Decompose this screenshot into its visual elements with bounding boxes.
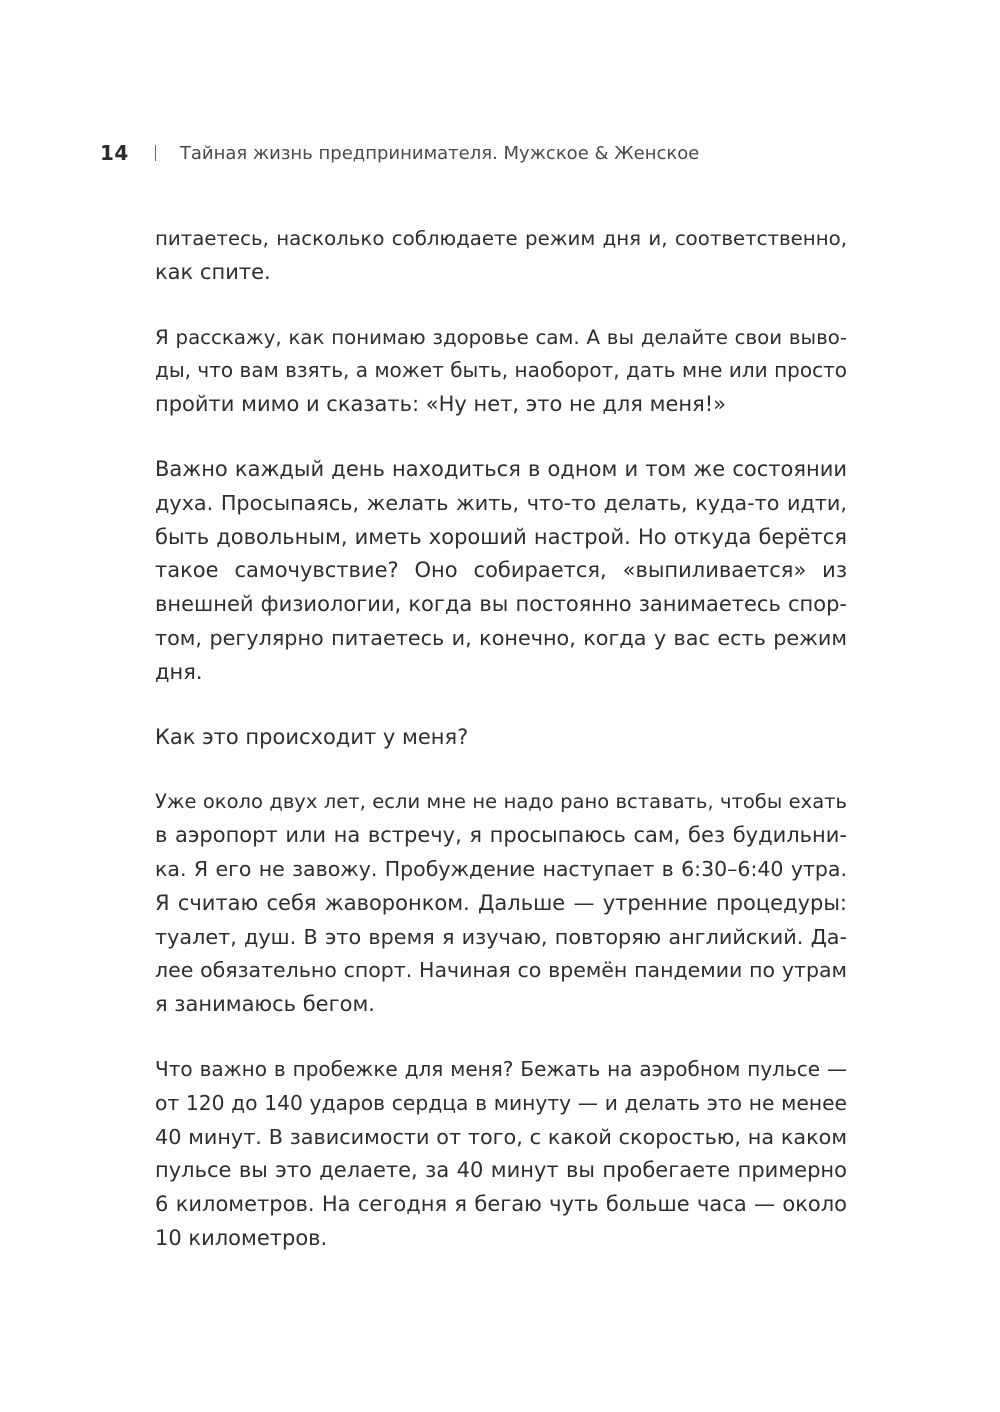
text-line: Что важно в пробежке для меня? Бежать на аэробном пульсе — bbox=[155, 1056, 847, 1081]
text-line: ка. Я его не завожу. Пробуждение наступает в 6:30–6:40 утра. bbox=[155, 856, 847, 881]
book-title: Тайная жизнь предпринимателя. Мужское & Женское bbox=[179, 142, 700, 164]
paragraph bbox=[155, 453, 847, 690]
text-line: том, регулярно питаетесь и, конечно, когда у вас есть режим bbox=[155, 625, 847, 650]
text-line: духа. Просыпаясь, желать жить, что-то делать, куда-то идти, bbox=[155, 490, 847, 515]
text-line: внешней физиологии, когда вы постоянно занимаетесь спор- bbox=[155, 592, 847, 617]
text-line: Я считаю себя жаворонком. Дальше — утренние процедуры: bbox=[155, 890, 847, 915]
text-line: Уже около двух лет, если мне не надо рано вставать, чтобы ехать bbox=[155, 790, 847, 814]
paragraph bbox=[155, 222, 847, 290]
text-line: как спите. bbox=[155, 259, 271, 284]
text-line: дня. bbox=[155, 659, 203, 684]
text-line: Важно каждый день находиться в одном и том же состоянии bbox=[155, 456, 847, 481]
text-line: Как это происходит у меня? bbox=[155, 724, 469, 749]
text-line: питаетесь, насколько соблюдаете режим дня и, соответственно, bbox=[155, 227, 847, 250]
text-line: Я расскажу, как понимаю здоровье сам. А вы делайте свои выво- bbox=[155, 325, 847, 349]
paragraph bbox=[155, 785, 847, 1022]
text-line: я занимаюсь бегом. bbox=[155, 992, 375, 1017]
text-line: пройти мимо и сказать: «Ну нет, это не для меня!» bbox=[155, 392, 727, 417]
text-line: быть довольным, иметь хороший настрой. Но откуда берётся bbox=[155, 524, 847, 549]
text-line: в аэропорт или на встречу, я просыпаюсь сам, без будильни- bbox=[155, 823, 847, 848]
text-line: 6 километров. На сегодня я бегаю чуть больше часа — около bbox=[155, 1192, 847, 1217]
text-line: ды, что вам взять, а может быть, наоборот, дать мне или просто bbox=[155, 358, 847, 383]
text-line: такое самочувствие? Оно собирается, «выпиливается» из bbox=[155, 558, 847, 583]
text-line: 40 минут. В зависимости от того, с какой скоростью, на каком bbox=[155, 1124, 847, 1149]
body-text bbox=[155, 222, 847, 1287]
page-number: 14 bbox=[100, 141, 129, 165]
paragraph bbox=[155, 321, 847, 422]
text-line: от 120 до 140 ударов сердца в минуту — и делать это не менее bbox=[155, 1090, 847, 1115]
paragraph bbox=[155, 721, 847, 755]
text-line: лее обязательно спорт. Начиная со времён пандемии по утрам bbox=[155, 958, 847, 983]
header-separator bbox=[155, 145, 156, 161]
text-line: 10 километров. bbox=[155, 1225, 328, 1250]
paragraph bbox=[155, 1053, 847, 1256]
text-line: туалет, душ. В это время я изучаю, повторяю английский. Да- bbox=[155, 924, 847, 949]
text-line: пульсе вы это делаете, за 40 минут вы пробегаете примерно bbox=[155, 1158, 847, 1183]
running-header bbox=[100, 138, 699, 168]
